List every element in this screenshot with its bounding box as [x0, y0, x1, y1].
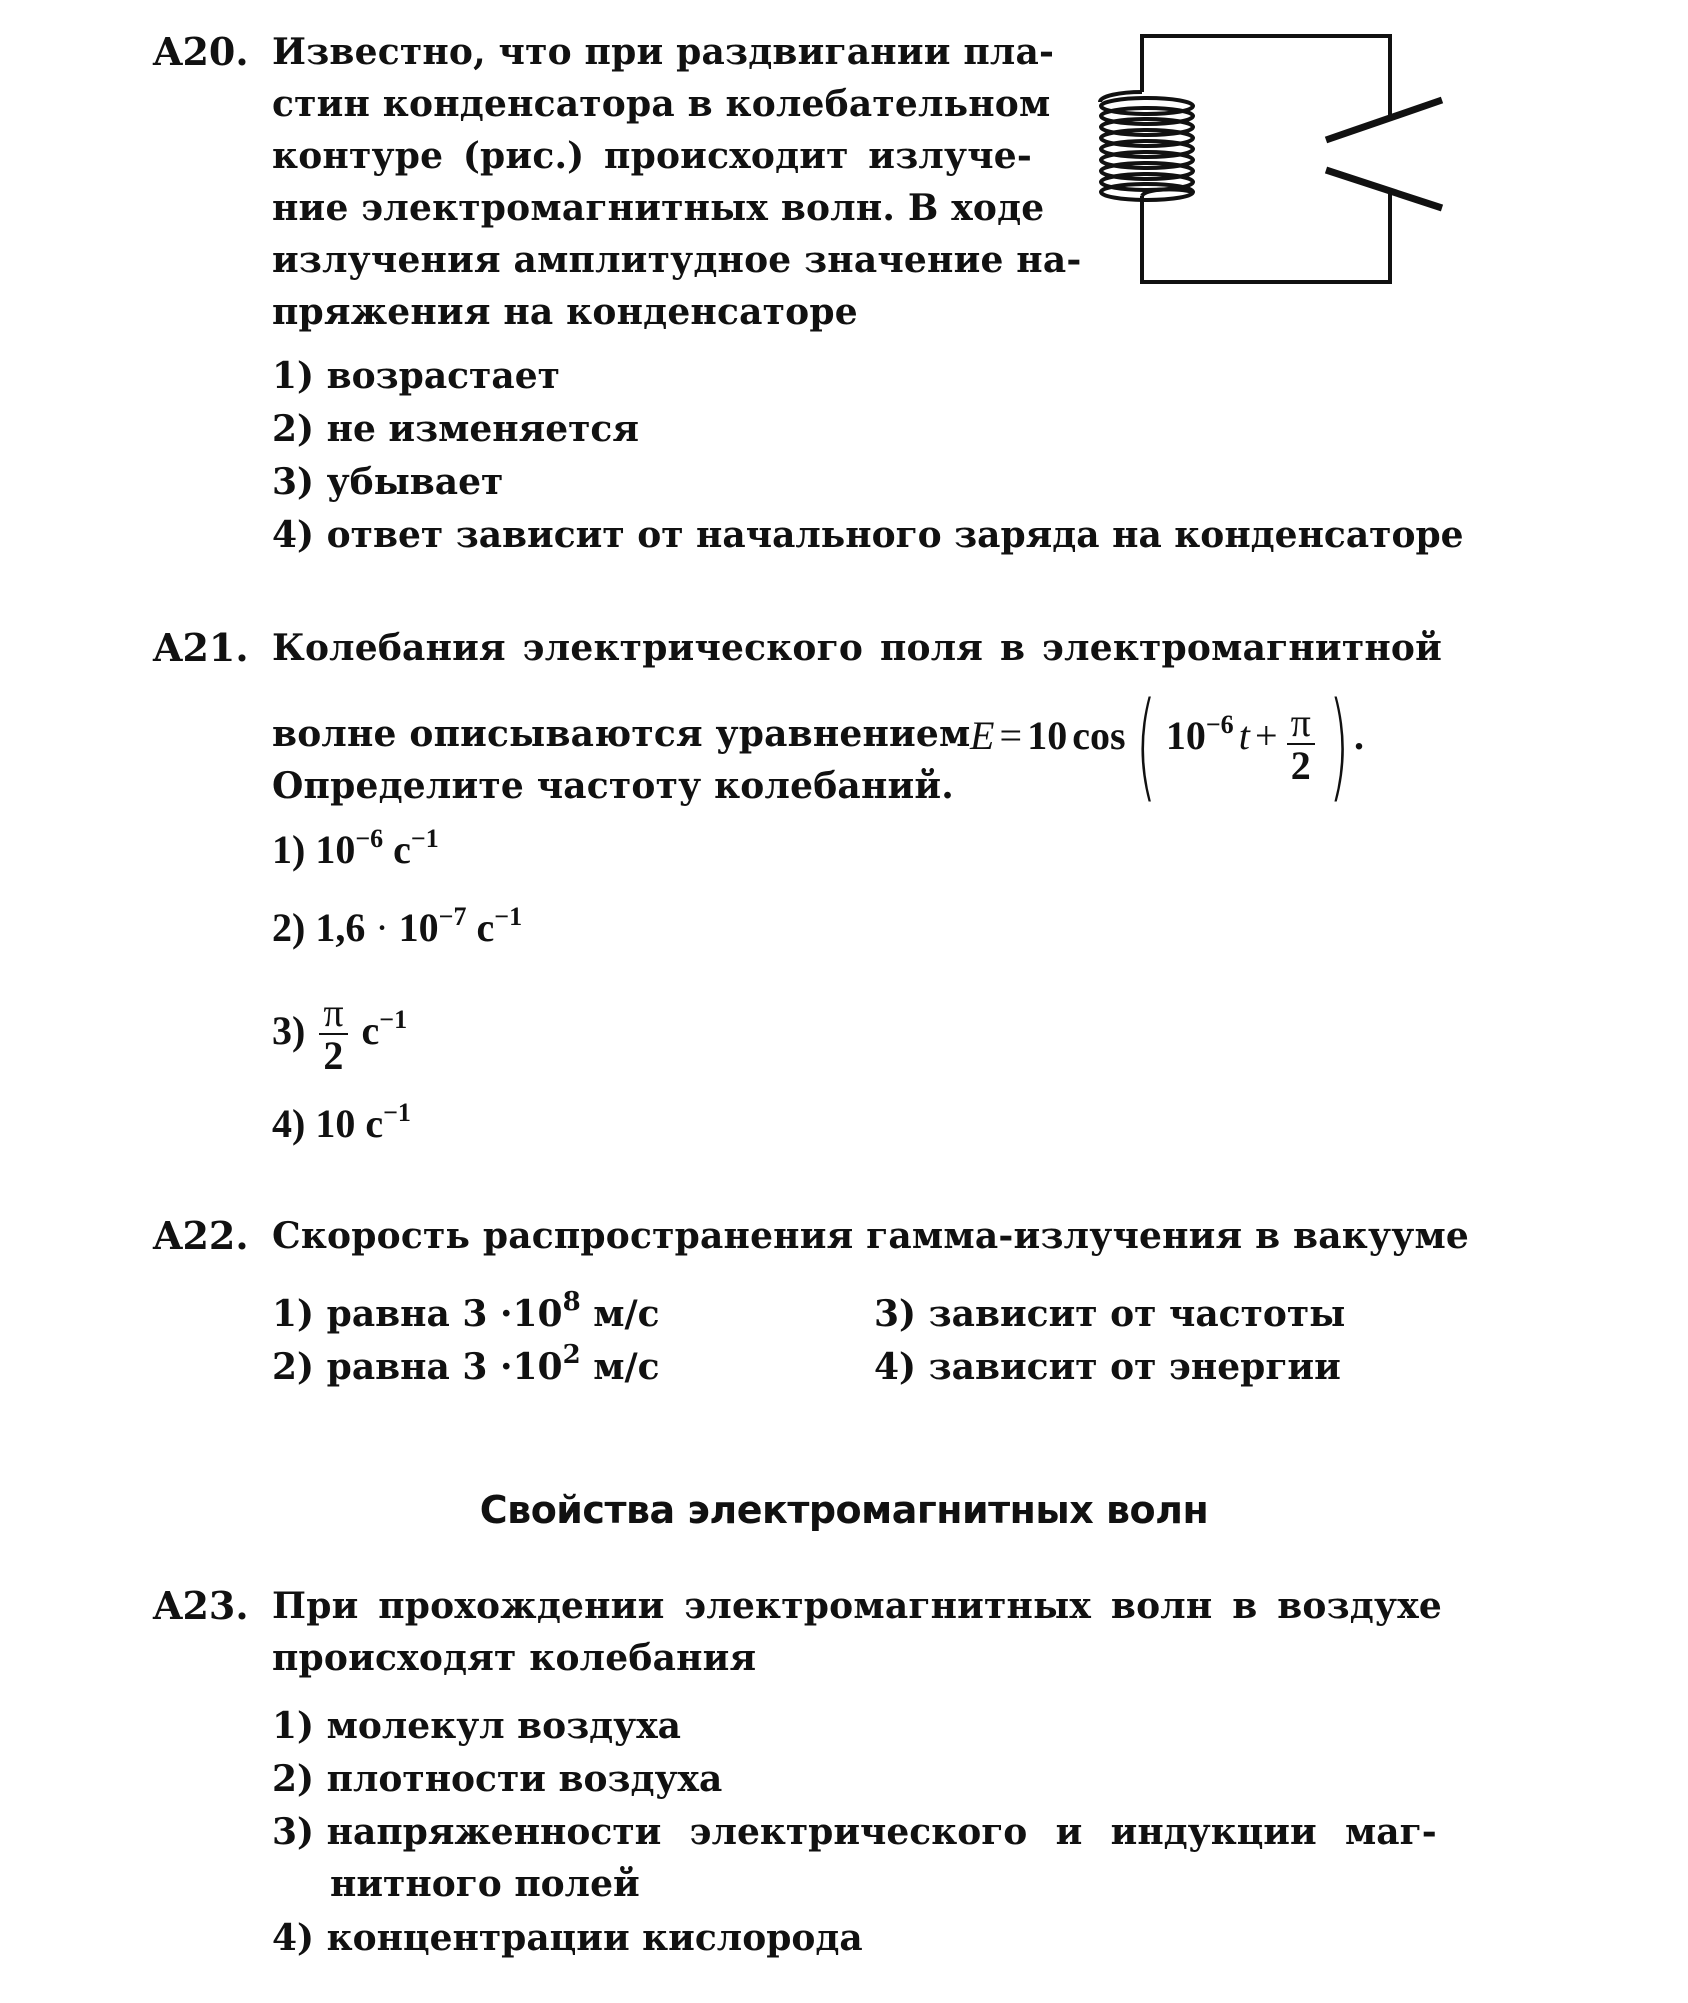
question-number: A21. — [153, 625, 249, 670]
fraction: $\frac{\pi}{2}$ — [319, 993, 347, 1077]
answer-option[interactable] — [272, 462, 503, 502]
section-title: Свойства электромагнитных волн — [479, 1488, 1209, 1532]
answer-option[interactable] — [272, 1759, 722, 1799]
answer-option[interactable] — [874, 1294, 1345, 1334]
option-number: 2) — [272, 408, 315, 450]
question-text-line: происходят колебания — [272, 1637, 757, 1679]
option-text: зависит от энергии — [928, 1346, 1341, 1388]
option-number: 3) — [272, 1008, 306, 1053]
question-text-line: излучения амплитудное значение на- — [272, 239, 1082, 281]
option-text: не изменяется — [326, 408, 639, 450]
option-number: 3) — [874, 1293, 917, 1335]
option-number: 2) — [272, 1758, 315, 1800]
option-text: ответ зависит от начального заряда на конденсаторе — [326, 514, 1464, 556]
question-text-line: Скорость распространения гамма-излучения в вакууме — [272, 1215, 1470, 1257]
question-text-line: Определите частоту колебаний. — [272, 765, 955, 807]
option-number: 4) — [874, 1346, 917, 1388]
answer-option[interactable]: 1) равна $3 \cdot 10^8$ м/с — [272, 1287, 660, 1335]
answer-option[interactable] — [272, 515, 1464, 555]
lc-circuit-diagram — [1090, 28, 1460, 290]
option-number: 4) — [272, 1917, 315, 1959]
answer-option[interactable]: 3) $\frac{\pi}{2}$ $с^{-1}$ — [272, 989, 408, 1078]
option-number: 4) — [272, 514, 315, 556]
question-number: A22. — [153, 1213, 249, 1258]
option-number: 3) — [272, 1811, 315, 1853]
right-paren: ) — [1328, 675, 1350, 814]
option-text: плотности воздуха — [326, 1758, 723, 1800]
capacitor-plate-top — [1326, 100, 1442, 140]
equation: E = 10 cos ( $10^{-6}$ t + $\frac{\pi}{2}$ ) . — [970, 675, 1364, 814]
question-text-line: Известно, что при раздвигании пла- — [272, 31, 1055, 73]
capacitor-plate-bottom — [1326, 170, 1442, 208]
answer-option[interactable] — [272, 1918, 863, 1958]
left-paren: ( — [1135, 675, 1157, 814]
question-text-line: ние электромагнитных волн. В ходе — [272, 187, 1045, 229]
answer-option[interactable]: 4) 10 $с^{-1}$ — [272, 1098, 411, 1146]
question-text-line: контуре (рис.) происходит излуче- — [272, 135, 1032, 177]
option-text: убывает — [326, 461, 504, 503]
option-number: 4) — [272, 1101, 306, 1146]
question-number: A23. — [153, 1583, 249, 1628]
option-number: 1) — [272, 355, 315, 397]
option-number: 2) — [272, 905, 306, 950]
coil-icon — [1100, 92, 1193, 200]
answer-option[interactable]: 2) $1,6 \cdot 10^{-7}$ $с^{-1}$ — [272, 902, 523, 950]
fraction: $\frac{\pi}{2}$ — [1287, 703, 1315, 787]
option-number: 1) — [272, 1293, 315, 1335]
question-text-line: При прохождении электромагнитных волн в воздухе — [272, 1585, 1442, 1627]
option-text: напряженности электрического и индукции маг- — [326, 1811, 1437, 1853]
top-wire — [1142, 36, 1390, 116]
option-text: концентрации кислорода — [326, 1917, 863, 1959]
answer-option[interactable] — [272, 409, 639, 449]
answer-option[interactable] — [272, 356, 560, 396]
question-text-line: пряжения на конденсаторе — [272, 291, 858, 333]
bottom-wire — [1142, 190, 1390, 282]
option-number: 2) — [272, 1346, 315, 1388]
question-text-line: Колебания электрического поля в электромагнитной — [272, 627, 1442, 669]
answer-option[interactable] — [272, 1812, 1442, 1852]
answer-option[interactable] — [874, 1347, 1341, 1387]
answer-option[interactable]: 1) $10^{-6}$ $с^{-1}$ — [272, 824, 439, 872]
option-number: 3) — [272, 461, 315, 503]
question-number: A20. — [153, 29, 249, 74]
answer-option[interactable]: 2) равна $3 \cdot 10^2$ м/с — [272, 1340, 660, 1388]
option-text: возрастает — [326, 355, 560, 397]
option-number: 1) — [272, 1705, 315, 1747]
option-text: зависит от частоты — [928, 1293, 1346, 1335]
option-text-continuation: нитного полей — [330, 1863, 640, 1905]
question-text-line: волне описываются уравнением — [272, 713, 971, 755]
question-text-line: стин конденсатора в колебательном — [272, 83, 1051, 125]
answer-option[interactable] — [272, 1706, 681, 1746]
option-text: молекул воздуха — [326, 1705, 681, 1747]
option-number: 1) — [272, 827, 306, 872]
